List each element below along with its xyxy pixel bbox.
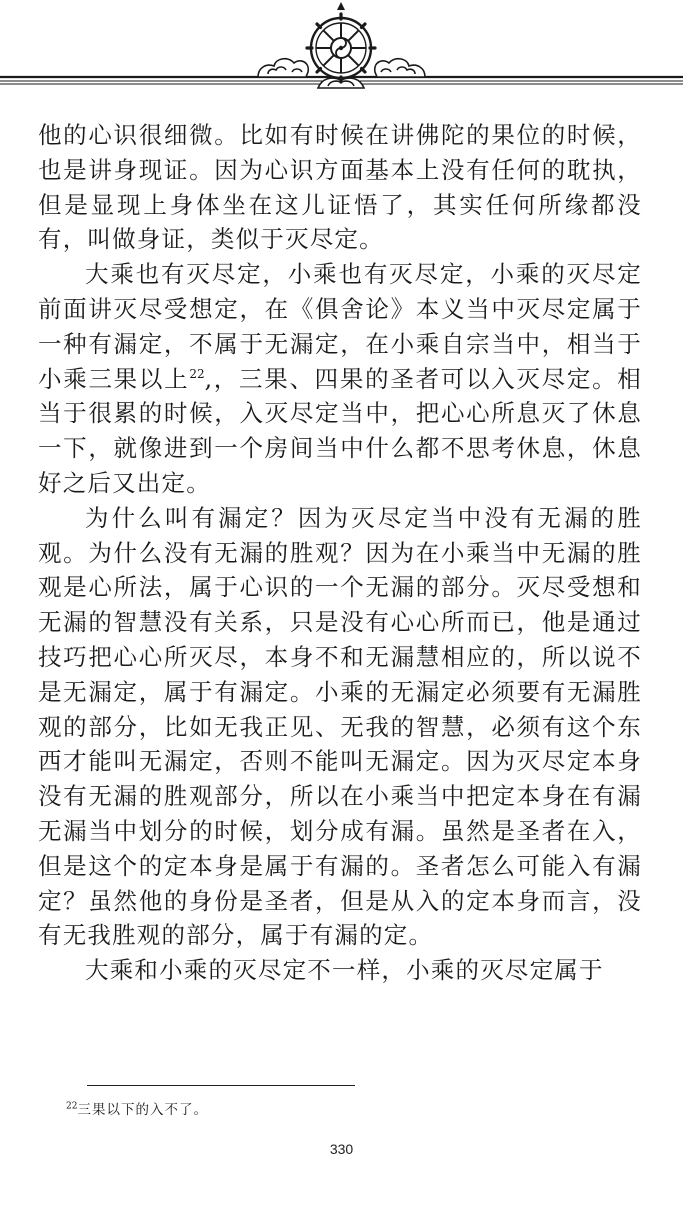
page-header-ornament xyxy=(0,0,683,100)
body-text xyxy=(38,118,642,988)
footnote-reference[interactable]: 22 xyxy=(189,366,205,381)
paragraph-3: 为什么叫有漏定？因为灭尽定当中没有无漏的胜观。为什么没有无漏的胜观？因为在小乘当中无漏的胜观是心所法，属于心识的一个无漏的部分。灭尽受想和无漏的智慧没有关系，只是没有心心所而已，他是通过技巧把心心所灭尽，本身不和无漏慧相应的，所以说不是无漏定，属于有漏定。小乘的无漏定必须要有无漏胜观的部分，比如无我正见、无我的智慧，必须有这个东西才能叫无漏定，否则不能叫无漏定。因为灭尽定本身没有无漏的胜观部分，所以在小乘当中把定本身在有漏无漏当中划分的时候，划分成有漏。虽然是圣者在入，但是这个的定本身是属于有漏的。圣者怎么可能入有漏定？虽然他的身份是圣者，但是从入的定本身而言，没有无我胜观的部分，属于有漏的定。 xyxy=(38,503,642,950)
paragraph-1: 他的心识很细微。比如有时候在讲佛陀的果位的时候，也是讲身现证。因为心识方面基本上没有任何的耽执，但是显现上身体坐在这儿证悟了，其实任何所缘都没有，叫做身证，类似于灭尽定。 xyxy=(38,121,642,254)
page-number: 330 xyxy=(329,1141,354,1157)
footnote-number: 22 xyxy=(66,1101,78,1112)
dharma-wheel-icon xyxy=(0,0,683,100)
paragraph-2 xyxy=(38,257,642,501)
paragraph-4: 大乘和小乘的灭尽定不一样，小乘的灭尽定属于 xyxy=(85,956,604,985)
footnote xyxy=(66,1101,208,1119)
footnote-text: 三果以下的入不了。 xyxy=(77,1102,208,1118)
paragraph-2-part-2: ,，三果、四果的圣者可以入灭尽定。相当于很累的时候，入灭尽定当中，把心心所息灭了休息一下，就像进到一个房间当中什么都不思考休息，休息好之后又出定。 xyxy=(38,364,643,497)
paragraph-2-part-1: 大乘也有灭尽定，小乘也有灭尽定，小乘的灭尽定前面讲灭尽受想定，在《俱舍论》本义当中灭尽定属于一种有漏定，不属于无漏定，在小乘自宗当中，相当于小乘三果以上 xyxy=(38,260,642,393)
footnote-divider xyxy=(87,1085,355,1086)
